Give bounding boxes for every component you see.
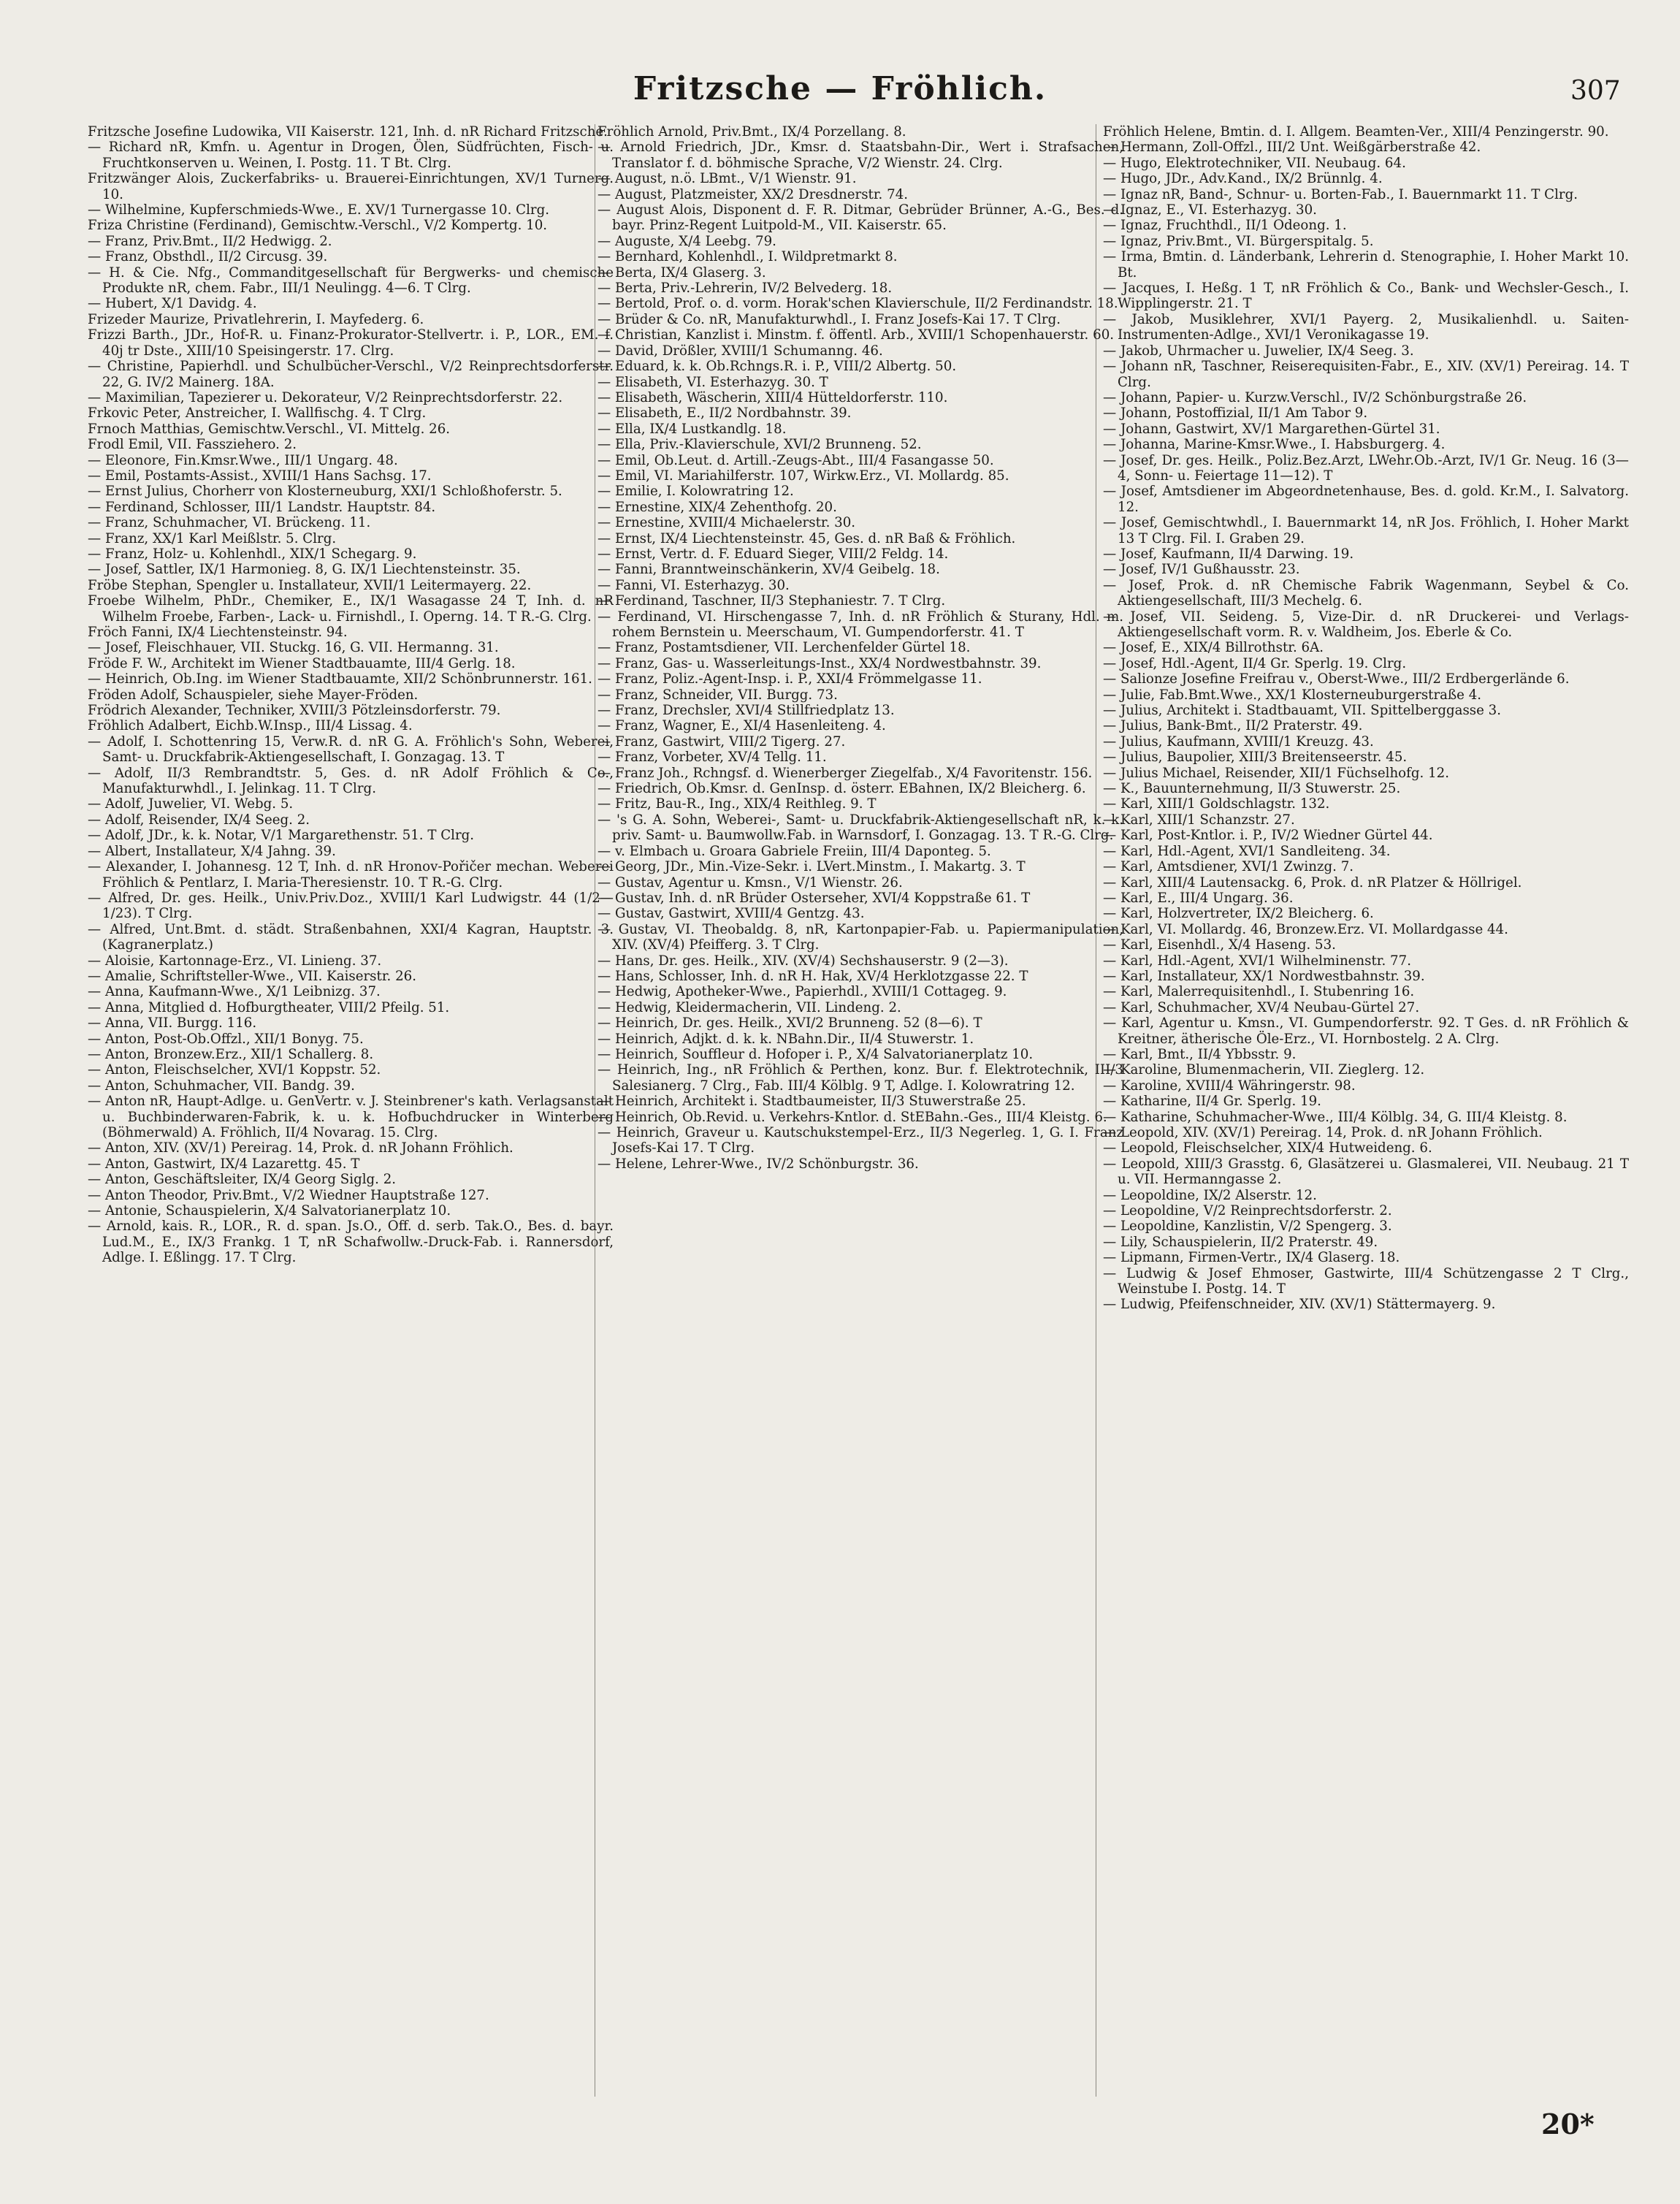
directory-entry: Frnoch Matthias, Gemischtw.Verschl., VI. Mittelg. 26. (88, 421, 451, 437)
directory-entry: — Julius, Kaufmann, XVIII/1 Kreuzg. 43. (1103, 733, 1374, 750)
directory-entry: — Adolf, Juwelier, VI. Webg. 5. (88, 796, 294, 812)
column-right (1103, 124, 1629, 2111)
directory-entry: — Christian, Kanzlist i. Minstm. f. öffentl. Arb., XVIII/1 Schopenhauerstr. 60. (597, 327, 1115, 343)
directory-entry: — Heinrich, Ing., nR Fröhlich & Perthen, konz. Bur. f. Elektrotechnik, III/3 Salesianerg. 7 Clrg., Fab. III/4 Kölblg. 9 T, Adlge. I. Kolowratring 12. (597, 1062, 1123, 1094)
directory-entry: Fröhlich Adalbert, Eichb.W.Insp., III/4 Lissag. 4. (88, 718, 413, 734)
directory-entry: — Josef, Prok. d. nR Chemische Fabrik Wagenmann, Seybel & Co. Aktiengesellschaft, III/3 Mechelg. 6. (1103, 577, 1629, 609)
directory-entry: — Gustav, Agentur u. Kmsn., V/1 Wienstr. 26. (597, 874, 903, 891)
directory-entry: Fritzwänger Alois, Zuckerfabriks- u. Brauerei-Einrichtungen, XV/1 Turnerg. 10. (88, 171, 614, 202)
directory-entry: — K., Bauunternehmung, II/3 Stuwerstr. 25. (1103, 781, 1401, 797)
directory-entry: — Gustav, Inh. d. nR Brüder Osterseher, XVI/4 Koppstraße 61. T (597, 890, 1031, 906)
directory-entry: — Eduard, k. k. Ob.Rchngs.R. i. P., VIII/2 Albertg. 50. (597, 359, 957, 375)
directory-entry: — Christine, Papierhdl. und Schulbücher-Verschl., V/2 Reinprechtsdorferstr. 22, G. IV/2 Mainerg. 18A. (88, 359, 614, 390)
directory-entry: — Anna, Mitglied d. Hofburgtheater, VIII/2 Pfeilg. 51. (88, 999, 450, 1015)
directory-entry: — Elisabeth, E., II/2 Nordbahnstr. 39. (597, 405, 852, 422)
directory-entry: — Anton, Schuhmacher, VII. Bandg. 39. (88, 1078, 355, 1094)
directory-entry: — Johann, Papier- u. Kurzw.Verschl., IV/2 Schönburgstraße 26. (1103, 389, 1527, 405)
column-left (88, 124, 614, 2111)
directory-entry: — 's G. A. Sohn, Weberei-, Samt- u. Druckfabrik-Aktiengesellschaft nR, k. k. priv. Samt- u. Baumwollw.Fab. in Warnsdorf, I. Gonzagag. 13. T R.-G. Clrg. (597, 812, 1123, 844)
directory-entry: — Karl, Hdl.-Agent, XVI/1 Sandleiteng. 34. (1103, 843, 1391, 859)
directory-entry: — Karl, Bmt., II/4 Ybbsstr. 9. (1103, 1046, 1297, 1062)
directory-entry: — Gustav, VI. Theobaldg. 8, nR, Kartonpapier-Fab. u. Papiermanipulation, XIV. (XV/4) Pfeifferg. 3. T Clrg. (597, 921, 1123, 953)
directory-entry: — Anna, VII. Burgg. 116. (88, 1015, 257, 1032)
directory-entry: — Josef, Fleischhauer, VII. Stuckg. 16, G. VII. Hermanng. 31. (88, 640, 499, 656)
directory-entry: — Karl, Eisenhdl., X/4 Haseng. 53. (1103, 937, 1336, 953)
directory-entry: — David, Drößler, XVIII/1 Schumanng. 46. (597, 343, 883, 359)
directory-entry: — Hugo, Elektrotechniker, VII. Neubaug. 64. (1103, 155, 1406, 171)
directory-entry: — Gustav, Gastwirt, XVIII/4 Gentzg. 43. (597, 906, 865, 922)
directory-entry: — Alfred, Dr. ges. Heilk., Univ.Priv.Doz., XVIII/1 Karl Ludwigstr. 44 (1/2—1/23). T Clrg. (88, 890, 614, 922)
directory-entry: Froebe Wilhelm, PhDr., Chemiker, E., IX/1 Wasagasse 24 T, Inh. d. nR Wilhelm Froebe, Farben-, Lack- u. Firnishdl., I. Operng. 14. T R.-G. Clrg. (88, 593, 614, 625)
directory-entry: — Hedwig, Apotheker-Wwe., Papierhdl., XVIII/1 Cottageg. 9. (597, 984, 1007, 1000)
directory-entry: — Lipmann, Firmen-Vertr., IX/4 Glaserg. 18. (1103, 1250, 1400, 1266)
directory-entry: — Ernst, IX/4 Liechtensteinstr. 45, Ges. d. nR Baß & Fröhlich. (597, 530, 1016, 546)
directory-entry: — Hans, Dr. ges. Heilk., XIV. (XV/4) Sechshauserstr. 9 (2—3). (597, 953, 1009, 969)
directory-entry: Frodl Emil, VII. Fassziehero. 2. (88, 437, 297, 453)
directory-entry: — Katharine, Schuhmacher-Wwe., III/4 Kölblg. 34, G. III/4 Kleistg. 8. (1103, 1109, 1568, 1125)
directory-entry: — Josef, Hdl.-Agent, II/4 Gr. Sperlg. 19. Clrg. (1103, 655, 1407, 671)
directory-entry: — Karl, XIII/4 Lautensackg. 6, Prok. d. nR Platzer & Höllrigel. (1103, 874, 1522, 891)
directory-entry: — Franz, Poliz.-Agent-Insp. i. P., XXI/4 Frömmelgasse 11. (597, 671, 982, 687)
directory-entry: — Ludwig & Josef Ehmoser, Gastwirte, III/4 Schützengasse 2 T Clrg., Weinstube I. Postg. 14. T (1103, 1265, 1629, 1297)
directory-entry: — Alexander, I. Johannesg. 12 T, Inh. d. nR Hronov-Pořičer mechan. Weberei Fröhlich & Pentlarz, I. Maria-Theresienstr. 10. T R.-G. Clrg. (88, 859, 614, 891)
directory-entry: — Emil, Ob.Leut. d. Artill.-Zeugs-Abt., III/4 Fasangasse 50. (597, 452, 994, 468)
directory-entry: — Anton Theodor, Priv.Bmt., V/2 Wiedner Hauptstraße 127. (88, 1187, 489, 1203)
directory-entry: — Emil, VI. Mariahilferstr. 107, Wirkw.Erz., VI. Mollardg. 85. (597, 468, 1009, 484)
directory-entry: — Franz, Wagner, E., XI/4 Hasenleiteng. 4. (597, 718, 886, 734)
directory-entry: — Karl, XIII/1 Goldschlagstr. 132. (1103, 796, 1330, 812)
directory-entry: — Franz, Vorbeter, XV/4 Tellg. 11. (597, 750, 827, 766)
directory-entry: — Ignaz, E., VI. Esterhazyg. 30. (1103, 202, 1317, 218)
directory-entry: — Heinrich, Architekt i. Stadtbaumeister, II/3 Stuwerstraße 25. (597, 1094, 1026, 1110)
directory-entry: — Karoline, Blumenmacherin, VII. Zieglerg. 12. (1103, 1062, 1425, 1078)
directory-entry: — Leopoldine, Kanzlistin, V/2 Spengerg. 3. (1103, 1219, 1392, 1235)
directory-entry: — Josef, IV/1 Gußhausstr. 23. (1103, 562, 1300, 578)
directory-entry: — Franz, Gas- u. Wasserleitungs-Inst., XX/4 Nordwestbahnstr. 39. (597, 655, 1042, 671)
directory-entry: — Anton, Bronzew.Erz., XII/1 Schallerg. 8. (88, 1046, 374, 1062)
directory-entry: — Hubert, X/1 Davidg. 4. (88, 296, 257, 312)
directory-entry: — Leopold, XIII/3 Grasstg. 6, Glasätzerei u. Glasmalerei, VII. Neubaug. 21 T u. VII. Hermanngasse 2. (1103, 1156, 1629, 1188)
directory-entry: — Ernst Julius, Chorherr von Klosterneuburg, XXI/1 Schloßhoferstr. 5. (88, 484, 562, 500)
directory-entry: Fritzsche Josefine Ludowika, VII Kaiserstr. 121, Inh. d. nR Richard Fritzsche. (88, 124, 608, 140)
directory-entry: — Fritz, Bau-R., Ing., XIX/4 Reithleg. 9. T (597, 796, 877, 812)
directory-entry: — Adolf, I. Schottenring 15, Verw.R. d. nR G. A. Fröhlich's Sohn, Weberei, Samt- u. Druckfabrik-Aktiengesellschaft, I. Gonzagag. 13. T (88, 733, 614, 766)
directory-entry: Friza Christine (Ferdinand), Gemischtw.-Verschl., V/2 Kompertg. 10. (88, 218, 548, 234)
directory-entry: — Helene, Lehrer-Wwe., IV/2 Schönburgstr. 36. (597, 1156, 919, 1172)
directory-entry: — Jacques, I. Heßg. 1 T, nR Fröhlich & Co., Bank- und Wechsler-Gesch., I. Wipplingerstr. 21. T (1103, 281, 1629, 312)
directory-entry: — H. & Cie. Nfg., Commanditgesellschaft für Bergwerks- und chemische Produkte nR, chem. Fabr., III/1 Neulingg. 4—6. T Clrg. (88, 264, 614, 297)
sheet-signature: 20* (1541, 2108, 1595, 2140)
directory-entry: — Josef, Sattler, IX/1 Harmonieg. 8, G. IX/1 Liechtensteinstr. 35. (88, 562, 521, 578)
directory-entry: — Irma, Bmtin. d. Länderbank, Lehrerin d. Stenographie, I. Hoher Markt 10. Bt. (1103, 249, 1629, 281)
directory-entry: — Auguste, X/4 Leebg. 79. (597, 233, 776, 249)
directory-entry: — Karl, Agentur u. Kmsn., VI. Gumpendorferstr. 92. T Ges. d. nR Fröhlich & Kreitner, ätherische Öle-Erz., VI. Hornbostelg. 2 A. Clrg. (1103, 1015, 1629, 1047)
directory-entry: — Franz, Postamtsdiener, VII. Lerchenfelder Gürtel 18. (597, 640, 971, 656)
directory-entry: — Bernhard, Kohlenhdl., I. Wildpretmarkt 8. (597, 249, 898, 265)
directory-entry: — Josef, E., XIX/4 Billrothstr. 6A. (1103, 640, 1324, 656)
directory-entry: — Franz, Holz- u. Kohlenhdl., XIX/1 Schegarg. 9. (88, 546, 417, 562)
directory-entry: — Fanni, VI. Esterhazyg. 30. (597, 577, 790, 593)
directory-entry: — Berta, Priv.-Lehrerin, IV/2 Belvederg. 18. (597, 281, 893, 297)
directory-entry: — Karl, Holzvertreter, IX/2 Bleicherg. 6. (1103, 906, 1374, 922)
directory-entry: — Lily, Schauspielerin, II/2 Praterstr. 49. (1103, 1234, 1378, 1250)
directory-entry: — Karl, Amtsdiener, XVI/1 Zwinzg. 7. (1103, 859, 1354, 875)
directory-entry: — Leopoldine, IX/2 Alserstr. 12. (1103, 1187, 1317, 1203)
directory-entry: — Emilie, I. Kolowratring 12. (597, 484, 794, 500)
directory-entry: — Franz, Schneider, VII. Burgg. 73. (597, 687, 838, 703)
directory-entry: — Hermann, Zoll-Offzl., III/2 Unt. Weißgärberstraße 42. (1103, 140, 1481, 156)
directory-entry: — Ferdinand, VI. Hirschengasse 7, Inh. d. nR Fröhlich & Sturany, Hdl. m. rohem Bernstein u. Meerschaum, VI. Gumpendorferstr. 41. T (597, 609, 1123, 640)
directory-entry: — Heinrich, Dr. ges. Heilk., XVI/2 Brunneng. 52 (8—6). T (597, 1015, 982, 1032)
directory-entry: — Ignaz, Fruchthdl., II/1 Odeong. 1. (1103, 218, 1347, 234)
directory-entry: — August, Platzmeister, XX/2 Dresdnerstr. 74. (597, 186, 909, 202)
directory-entry: — Leopold, Fleischselcher, XIX/4 Hutweideng. 6. (1103, 1140, 1432, 1156)
directory-entry: — Berta, IX/4 Glaserg. 3. (597, 264, 766, 281)
directory-entry: — Antonie, Schauspielerin, X/4 Salvatorianerplatz 10. (88, 1203, 451, 1219)
directory-entry: — Heinrich, Adjkt. d. k. k. NBahn.Dir., II/4 Stuwerstr. 1. (597, 1031, 974, 1047)
directory-entry: — Julie, Fab.Bmt.Wwe., XX/1 Klosterneuburgerstraße 4. (1103, 687, 1482, 703)
directory-entry: Fröhlich Helene, Bmtin. d. I. Allgem. Beamten-Ver., XIII/4 Penzingerstr. 90. (1103, 124, 1609, 140)
directory-entry: — Arnold, kais. R., LOR., R. d. span. Js.O., Off. d. serb. Tak.O., Bes. d. bayr. Lud.M., E., IX/3 Frankg. 1 T, nR Schafwollw.-Druck-Fab. i. Rannersdorf, Adlge. I. Eßlingg. 17. T Clrg. (88, 1219, 614, 1266)
directory-entry: — Anna, Kaufmann-Wwe., X/1 Leibnizg. 37. (88, 984, 381, 1000)
directory-entry: — Johann, Postoffizial, II/1 Am Tabor 9. (1103, 405, 1368, 422)
directory-entry: — Eleonore, Fin.Kmsr.Wwe., III/1 Ungarg. 48. (88, 452, 398, 468)
directory-entry: — Ferdinand, Taschner, II/3 Stephaniestr. 7. T Clrg. (597, 593, 946, 609)
directory-entry: — Karl, Installateur, XX/1 Nordwestbahnstr. 39. (1103, 968, 1425, 984)
directory-entry: — Karl, Hdl.-Agent, XVI/1 Wilhelminenstr. 77. (1103, 953, 1411, 969)
directory-entry: — Elisabeth, VI. Esterhazyg. 30. T (597, 374, 828, 390)
directory-entry: — Franz, Schuhmacher, VI. Brückeng. 11. (88, 515, 371, 531)
directory-entry: — Leopoldine, V/2 Reinprechtsdorferstr. 2. (1103, 1203, 1392, 1219)
directory-entry: — Ignaz, Priv.Bmt., VI. Bürgerspitalg. 5. (1103, 233, 1374, 249)
directory-entry: — Josef, Gemischtwhdl., I. Bauernmarkt 14, nR Jos. Fröhlich, I. Hoher Markt 13 T Clrg. Fil. I. Graben 29. (1103, 515, 1629, 546)
directory-entry: — Julius, Baupolier, XIII/3 Breitenseerstr. 45. (1103, 750, 1408, 766)
directory-entry: — Brüder & Co. nR, Manufakturwhdl., I. Franz Josefs-Kai 17. T Clrg. (597, 311, 1061, 327)
directory-entry: — Heinrich, Souffleur d. Hofoper i. P., X/4 Salvatorianerplatz 10. (597, 1046, 1034, 1062)
directory-entry: — Bertold, Prof. o. d. vorm. Horak'schen Klavierschule, II/2 Ferdinandstr. 18. (597, 296, 1118, 312)
directory-entry: — Josef, Dr. ges. Heilk., Poliz.Bez.Arzt, LWehr.Ob.-Arzt, IV/1 Gr. Neug. 16 (3—4, Sonn- u. Feiertage 11—12). T (1103, 452, 1629, 484)
directory-entry: Fröde F. W., Architekt im Wiener Stadtbauamte, III/4 Gerlg. 18. (88, 655, 516, 671)
directory-entry: — Albert, Installateur, X/4 Jahng. 39. (88, 843, 336, 859)
directory-entry: — Anton, Geschäftsleiter, IX/4 Georg Siglg. 2. (88, 1172, 397, 1188)
directory-entry: — Anton, Gastwirt, IX/4 Lazarettg. 45. T (88, 1156, 360, 1172)
directory-entry: — Fanni, Branntweinschänkerin, XV/4 Geibelg. 18. (597, 562, 940, 578)
directory-entry: — Julius, Architekt i. Stadtbauamt, VII. Spittelberggasse 3. (1103, 703, 1502, 719)
directory-entry: — Maximilian, Tapezierer u. Dekorateur, V/2 Reinprechtsdorferstr. 22. (88, 389, 563, 405)
directory-entry: — v. Elmbach u. Groara Gabriele Freiin, III/4 Daponteg. 5. (597, 843, 991, 859)
directory-entry: Frizeder Maurize, Privatlehrerin, I. Mayfederg. 6. (88, 311, 424, 327)
directory-entry: — Hans, Schlosser, Inh. d. nR H. Hak, XV/4 Herklotzgasse 22. T (597, 968, 1028, 984)
directory-entry: — Karl, Schuhmacher, XV/4 Neubau-Gürtel 27. (1103, 999, 1420, 1015)
directory-entry: Fröden Adolf, Schauspieler, siehe Mayer-Fröden. (88, 687, 419, 703)
directory-entry: Fröhlich Arnold, Priv.Bmt., IX/4 Porzellang. 8. (597, 124, 906, 140)
directory-entry: — Heinrich, Ob.Ing. im Wiener Stadtbauamte, XII/2 Schönbrunnerstr. 161. (88, 671, 592, 687)
directory-entry: — Friedrich, Ob.Kmsr. d. GenInsp. d. österr. EBahnen, IX/2 Bleicherg. 6. (597, 781, 1086, 797)
directory-entry: — Adolf, II/3 Rembrandtstr. 5, Ges. d. nR Adolf Fröhlich & Co., Manufakturwhdl., I. Jelinkag. 11. T Clrg. (88, 765, 614, 797)
directory-entry: — Katharine, II/4 Gr. Sperlg. 19. (1103, 1094, 1321, 1110)
directory-entry: — Ernst, Vertr. d. F. Eduard Sieger, VIII/2 Feldg. 14. (597, 546, 949, 562)
directory-entry: — Jakob, Musiklehrer, XVI/1 Payerg. 2, Musikalienhdl. u. Saiten-Instrumenten-Adlge., XVI/1 Veronikagasse 19. (1103, 311, 1629, 343)
directory-entry: — Ella, Priv.-Klavierschule, XVI/2 Brunneng. 52. (597, 437, 922, 453)
directory-entry: — Franz, XX/1 Karl Meißlstr. 5. Clrg. (88, 530, 337, 546)
directory-entry: — Karl, XIII/1 Schanzstr. 27. (1103, 812, 1295, 828)
directory-entry: — Franz, Priv.Bmt., II/2 Hedwigg. 2. (88, 233, 332, 249)
directory-entry: — Ludwig, Pfeifenschneider, XIV. (XV/1) Stättermayerg. 9. (1103, 1297, 1496, 1313)
directory-entry: — Anton, Post-Ob.Offzl., XII/1 Bonyg. 75. (88, 1031, 364, 1047)
column-middle (597, 124, 1123, 2111)
directory-entry: — Johanna, Marine-Kmsr.Wwe., I. Habsburgerg. 4. (1103, 437, 1446, 453)
directory-entry: — Anton, XIV. (XV/1) Pereirag. 14, Prok. d. nR Johann Fröhlich. (88, 1140, 513, 1156)
directory-entry: — Ernestine, XVIII/4 Michaelerstr. 30. (597, 515, 856, 531)
directory-entry: — Ernestine, XIX/4 Zehenthofg. 20. (597, 499, 837, 515)
directory-entry: Fröbe Stephan, Spengler u. Installateur, XVII/1 Leitermayerg. 22. (88, 577, 532, 593)
directory-entry: — Adolf, JDr., k. k. Notar, V/1 Margarethenstr. 51. T Clrg. (88, 828, 475, 844)
directory-entry: — Arnold Friedrich, JDr., Kmsr. d. Staatsbahn-Dir., Wert i. Strafsachen, Translator f. d. böhmische Sprache, V/2 Wienstr. 24. Clrg. (597, 140, 1123, 171)
directory-entry: Fröch Fanni, IX/4 Liechtensteinstr. 94. (88, 625, 348, 640)
directory-entry: — Karl, Post-Kntlor. i. P., IV/2 Wiedner Gürtel 44. (1103, 828, 1433, 844)
directory-entry: — Hedwig, Kleidermacherin, VII. Lindeng. 2. (597, 999, 901, 1015)
directory-entry: — Ignaz nR, Band-, Schnur- u. Borten-Fab., I. Bauernmarkt 11. T Clrg. (1103, 186, 1578, 202)
page-title: Fritzsche — Fröhlich. (633, 70, 1047, 107)
directory-entry: — Karl, Malerrequisitenhdl., I. Stubenring 16. (1103, 984, 1415, 1000)
directory-entry: — Aloisie, Kartonnage-Erz., VI. Linieng. 37. (88, 953, 382, 969)
directory-entry: — Leopold, XIV. (XV/1) Pereirag. 14, Prok. d. nR Johann Fröhlich. (1103, 1125, 1543, 1140)
directory-entry: — Karoline, XVIII/4 Währingerstr. 98. (1103, 1078, 1356, 1094)
directory-entry: — August Alois, Disponent d. F. R. Ditmar, Gebrüder Brünner, A.-G., Bes. d. bayr. Prinz-Regent Luitpold-M., VII. Kaiserstr. 65. (597, 202, 1123, 234)
directory-entry: Frkovic Peter, Anstreicher, I. Wallfischg. 4. T Clrg. (88, 405, 427, 422)
directory-entry: — Josef, VII. Seideng. 5, Vize-Dir. d. nR Druckerei- und Verlags-Aktiengesellschaft vorm. R. v. Waldheim, Jos. Eberle & Co. (1103, 609, 1629, 640)
directory-entry: — Wilhelmine, Kupferschmieds-Wwe., E. XV/1 Turnergasse 10. Clrg. (88, 202, 550, 218)
directory-entry: — Anton nR, Haupt-Adlge. u. GenVertr. v. J. Steinbrener's kath. Verlagsanstalt u. Buchbinderwaren-Fabrik, k. u. k. Hofbuchdrucker in Winterberg (Böhmerwald) A. Fröhlich, II/4 Novarag. 15. Clrg. (88, 1094, 614, 1140)
directory-entry: — Heinrich, Ob.Revid. u. Verkehrs-Kntlor. d. StEBahn.-Ges., III/4 Kleistg. 6. (597, 1109, 1107, 1125)
directory-entry: — Franz, Drechsler, XVI/4 Stillfriedplatz 13. (597, 703, 895, 719)
directory-entry: — Alfred, Unt.Bmt. d. städt. Straßenbahnen, XXI/4 Kagran, Hauptstr. 3. (Kagranerplatz.) (88, 921, 614, 953)
directory-entry: — Julius, Bank-Bmt., II/2 Praterstr. 49. (1103, 718, 1363, 734)
directory-entry: — Adolf, Reisender, IX/4 Seeg. 2. (88, 812, 310, 828)
directory-entry: — Hugo, JDr., Adv.Kand., IX/2 Brünnlg. 4. (1103, 171, 1383, 187)
directory-entry: — Amalie, Schriftsteller-Wwe., VII. Kaiserstr. 26. (88, 968, 417, 984)
directory-entry: Frizzi Barth., JDr., Hof-R. u. Finanz-Prokurator-Stellvertr. i. P., LOR., EM. f. 40j tr Dste., XIII/10 Speisingerstr. 17. Clrg. (88, 327, 614, 359)
directory-entry: — Josef, Amtsdiener im Abgeordnetenhause, Bes. d. gold. Kr.M., I. Salvatorg. 12. (1103, 484, 1629, 515)
directory-entry: — Karl, VI. Mollardg. 46, Bronzew.Erz. VI. Mollardgasse 44. (1103, 921, 1508, 937)
directory-entry: — Ferdinand, Schlosser, III/1 Landstr. Hauptstr. 84. (88, 499, 436, 515)
directory-entry: — Jakob, Uhrmacher u. Juwelier, IX/4 Seeg. 3. (1103, 343, 1414, 359)
directory-entry: — Josef, Kaufmann, II/4 Darwing. 19. (1103, 546, 1354, 562)
directory-entry: — Richard nR, Kmfn. u. Agentur in Drogen, Ölen, Südfrüchten, Fisch- u. Fruchtkonserven u. Weinen, I. Postg. 11. T Bt. Clrg. (88, 140, 614, 171)
directory-entry: — Johann, Gastwirt, XV/1 Margarethen-Gürtel 31. (1103, 421, 1440, 437)
directory-entry: — Salionze Josefine Freifrau v., Oberst-Wwe., III/2 Erdbergerlände 6. (1103, 671, 1570, 687)
directory-entry: Frödrich Alexander, Techniker, XVIII/3 Pötzleinsdorferstr. 79. (88, 703, 501, 719)
directory-entry: — Johann nR, Taschner, Reiserequisiten-Fabr., E., XIV. (XV/1) Pereirag. 14. T Clrg. (1103, 359, 1629, 390)
directory-entry: — Julius Michael, Reisender, XII/1 Füchselhofg. 12. (1103, 765, 1449, 781)
directory-entry: — Franz, Obsthdl., II/2 Circusg. 39. (88, 249, 328, 265)
directory-entry: — Karl, E., III/4 Ungarg. 36. (1103, 890, 1294, 906)
directory-entry: — Heinrich, Graveur u. Kautschukstempel-Erz., II/3 Negerleg. 1, G. I. Franz Josefs-Kai 17. T Clrg. (597, 1125, 1123, 1156)
directory-entry: — Franz Joh., Rchngsf. d. Wienerberger Ziegelfab., X/4 Favoritenstr. 156. (597, 765, 1093, 781)
directory-entry: — Elisabeth, Wäscherin, XIII/4 Hütteldorferstr. 110. (597, 389, 948, 405)
directory-entry: — Anton, Fleischselcher, XVI/1 Koppstr. 52. (88, 1062, 381, 1078)
directory-entry: — Franz, Gastwirt, VIII/2 Tigerg. 27. (597, 733, 846, 750)
directory-entry: — Georg, JDr., Min.-Vize-Sekr. i. LVert.Minstm., I. Makartg. 3. T (597, 859, 1026, 875)
page-number: 307 (1570, 76, 1621, 106)
directory-entry: — Emil, Postamts-Assist., XVIII/1 Hans Sachsg. 17. (88, 468, 432, 484)
directory-entry: — Ella, IX/4 Lustkandlg. 18. (597, 421, 787, 437)
directory-entry: — August, n.ö. LBmt., V/1 Wienstr. 91. (597, 171, 857, 187)
